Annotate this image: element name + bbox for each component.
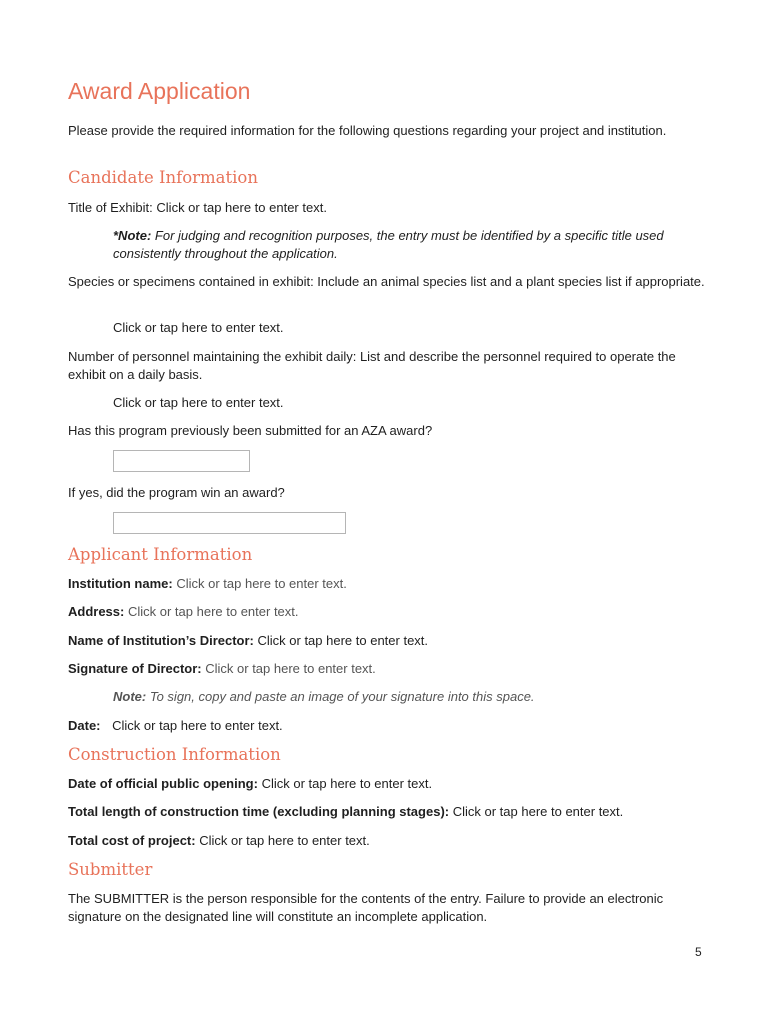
institution-field[interactable]: Click or tap here to enter text. [176, 576, 347, 591]
date-field[interactable]: Click or tap here to enter text. [112, 718, 283, 733]
opening-row [68, 775, 708, 793]
award-win-label: If yes, did the program win an award? [68, 485, 285, 500]
previous-submission-dropdown[interactable] [113, 450, 250, 472]
title-note [113, 227, 708, 263]
director-label: Name of Institution’s Director: [68, 633, 254, 648]
opening-field[interactable]: Click or tap here to enter text. [261, 776, 433, 791]
page-number: 5 [695, 945, 702, 959]
construction-length-row [68, 803, 708, 821]
title-exhibit-row [68, 199, 708, 217]
submitter-paragraph: The SUBMITTER is the person responsible for the contents of the entry. Failure to provide an electronic signature on the designated line will constitute an incomplete application. [68, 891, 664, 924]
applicant-heading: Applicant Information [68, 545, 253, 564]
note-text: For judging and recognition purposes, the entry must be identified by a specific title used consistently throughout the application. [113, 228, 664, 261]
construction-heading: Construction Information [68, 745, 281, 764]
candidate-heading: Candidate Information [68, 168, 258, 187]
date-row [68, 717, 708, 735]
cost-field[interactable]: Click or tap here to enter text. [199, 833, 370, 848]
species-field[interactable]: Click or tap here to enter text. [113, 320, 284, 335]
construction-length-field[interactable]: Click or tap here to enter text. [452, 804, 624, 819]
signature-row [68, 660, 708, 678]
signature-note-text: To sign, copy and paste an image of your signature into this space. [149, 689, 535, 704]
award-win-field[interactable] [113, 512, 346, 534]
signature-note-label: Note: [113, 689, 147, 704]
director-row [68, 632, 708, 650]
signature-note [113, 688, 708, 706]
cost-label: Total cost of project: [68, 833, 196, 848]
institution-row [68, 575, 708, 593]
species-label: Species or specimens contained in exhibit: Include an animal species list and a plant species list if appropriate. [68, 274, 705, 289]
personnel-field[interactable]: Click or tap here to enter text. [113, 395, 284, 410]
cost-row [68, 832, 708, 850]
page-title: Award Application [68, 78, 251, 104]
signature-label: Signature of Director: [68, 661, 202, 676]
director-field[interactable]: Click or tap here to enter text. [257, 633, 429, 648]
construction-length-label: Total length of construction time (excluding planning stages): [68, 804, 450, 819]
personnel-label: Number of personnel maintaining the exhibit daily: List and describe the personnel required to operate the exhibit on a daily basis. [68, 349, 676, 382]
note-label: *Note: [113, 228, 152, 243]
title-exhibit-field[interactable]: Click or tap here to enter text. [156, 200, 327, 215]
previous-submission-label: Has this program previously been submitted for an AZA award? [68, 423, 433, 438]
intro-paragraph: Please provide the required information for the following questions regarding your project and institution. [68, 123, 667, 138]
address-row [68, 603, 708, 621]
date-label: Date: [68, 718, 101, 733]
submitter-heading: Submitter [68, 860, 153, 879]
address-field[interactable]: Click or tap here to enter text. [127, 604, 299, 619]
institution-label: Institution name: [68, 576, 173, 591]
address-label: Address: [68, 604, 125, 619]
signature-field[interactable]: Click or tap here to enter text. [205, 661, 376, 676]
title-exhibit-label: Title of Exhibit: [68, 200, 153, 215]
opening-label: Date of official public opening: [68, 776, 258, 791]
